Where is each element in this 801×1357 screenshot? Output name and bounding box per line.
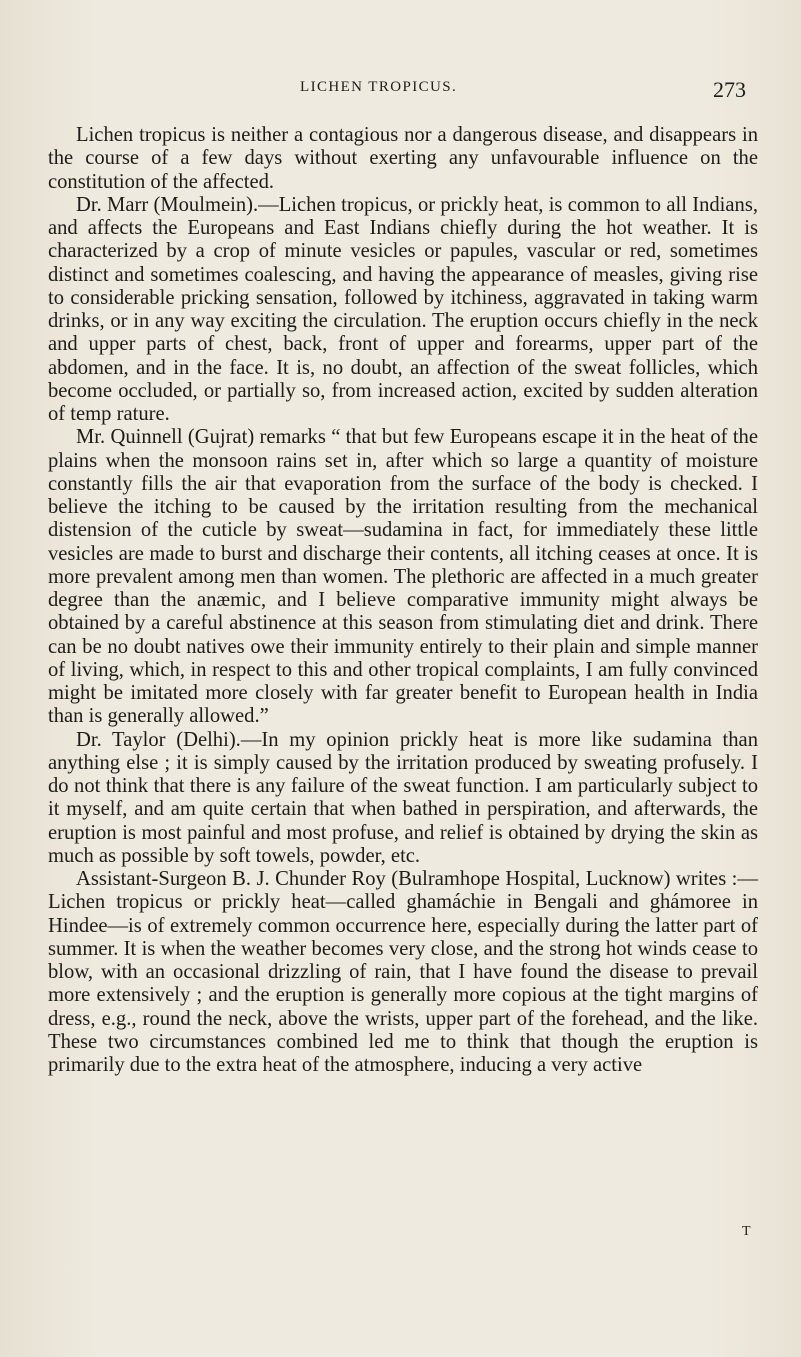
paragraph-4: Dr. Taylor (Delhi).—In my opinion prickly heat is more like sudamina than anything else ; it is simply caused by the irritation produced by sweating profusely. I do not think that there is any failure of the sweat function. I am particularly subject to it myself, and am quite certain that when bathed in perspiration, and afterwards, the eruption is most painful and most profuse, and relief is obtained by drying the skin as much as possible by soft towels, powder, etc. xyxy=(48,728,758,867)
running-head xyxy=(0,79,801,105)
paragraph-1: Lichen tropicus is neither a contagious nor a dangerous disease, and disappears in the course of a few days without exerting any unfavourable influence on the constitution of the affected. xyxy=(48,124,758,193)
body-text xyxy=(48,124,758,1077)
paragraph-3: Mr. Quinnell (Gujrat) remarks “ that but few Europeans escape it in the heat of the plains when the monsoon rains set in, after which so large a quantity of moisture constantly fills the air that evaporation from the surface of the body is checked. I believe the itching to be caused by the irritation resulting from the mechanical distension of the cuticle by sweat—sudamina in fact, for immediately these little vesicles are made to burst and discharge their contents, all itching ceases at once. It is more prevalent among men than women. The plethoric are affected in a much greater degree than the anæmic, and I believe comparative immunity might always be obtained by a careful abstinence at this season from stimulating diet and drink. There can be no doubt natives owe their immunity entirely to their plain and simple manner of living, which, in respect to this and other tropical complaints, I am fully convinced might be imitated more closely with far greater benefit to European health in India than is generally allowed.” xyxy=(48,426,758,728)
page-number: 273 xyxy=(713,77,746,102)
running-title: LICHEN TROPICUS. xyxy=(300,79,458,95)
paragraph-2: Dr. Marr (Moulmein).—Lichen tropicus, or prickly heat, is common to all Indians, and affects the Europeans and East Indians chiefly during the hot weather. It is characterized by a crop of minute vesicles or papules, vascular or red, sometimes distinct and sometimes coalescing, and having the appearance of measles, giving rise to considerable pricking sensation, followed by itchiness, aggravated in taking warm drinks, or in any way exciting the circulation. The eruption occurs chiefly in the neck and upper parts of chest, back, front of upper and forearms, upper part of the abdomen, and in the face. It is, no doubt, an affection of the sweat follicles, which become occluded, or partially so, from increased action, excited by sudden alteration of temp rature. xyxy=(48,193,758,425)
paragraph-5: Assistant-Surgeon B. J. Chunder Roy (Bulramhope Hospital, Lucknow) writes :—Lichen tropicus or prickly heat—called ghamáchie in Bengali and ghámoree in Hindee—is of extremely common occurrence here, especially during the latter part of summer. It is when the weather becomes very close, and the strong hot winds cease to blow, with an occasional drizzling of rain, that I have found the disease to prevail more extensively ; and the eruption is generally more copious at the tight margins of dress, e.g., round the neck, above the wrists, upper part of the forehead, and the like. These two circumstances combined led me to think that though the eruption is primarily due to the extra heat of the atmosphere, inducing a very active xyxy=(48,868,758,1076)
signature-mark: T xyxy=(742,1224,751,1239)
